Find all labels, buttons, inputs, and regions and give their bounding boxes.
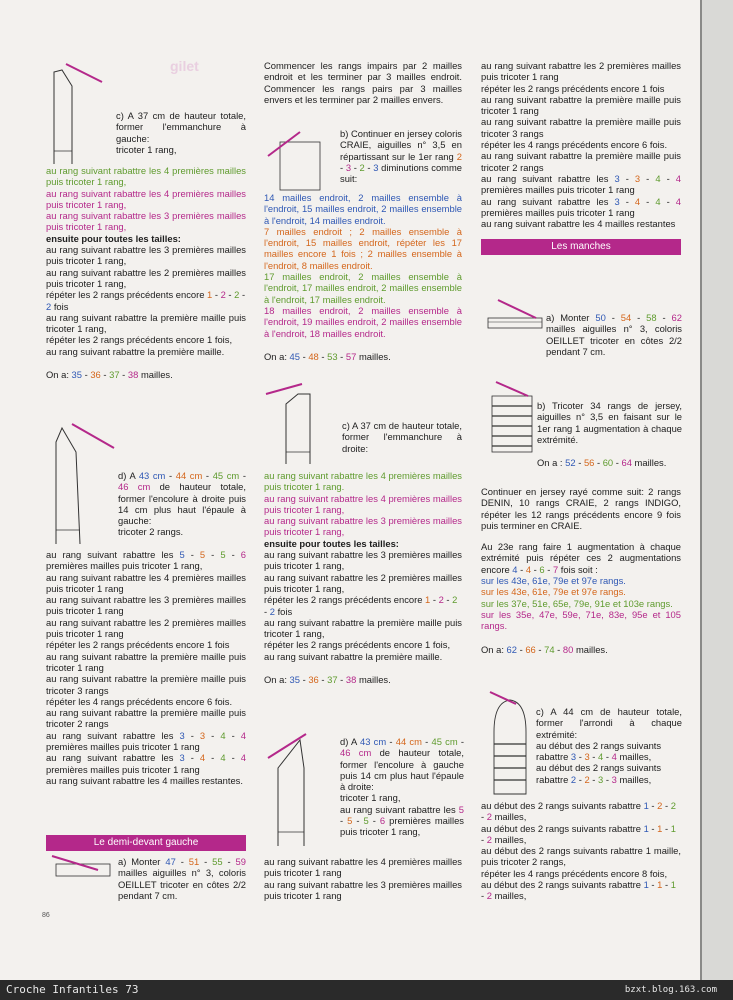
ribbing-row-instructions: Commencer les rangs impairs par 2 mailles endroit et les terminer par 3 mailles endroit. Commencer les rangs pairs par 3 mailles envers et les terminer par 2 mailles envers. bbox=[264, 60, 462, 105]
stripe-instructions: Continuer en jersey rayé comme suit: 2 rangs DENIN, 10 rangs CRAIE, 2 rangs INDIGO, répéter les 12 rangs précédents encore 9 fois puis terminer en CRAIE. bbox=[481, 486, 681, 531]
instruction-line: au début des 2 rangs suivants rabattre 2 - 2 - 3 - 3 mailles, bbox=[536, 762, 662, 785]
ensuite-heading: ensuite pour toutes les tailles: bbox=[46, 232, 181, 244]
instruction-line: au rang suivant rabattre les 5 - 5 - 5 - 6 premières mailles puis tricoter 1 rang, bbox=[340, 803, 465, 838]
instruction-line: au rang suivant rabattre les 2 premières mailles puis tricoter 1 rang bbox=[46, 616, 246, 640]
instruction-line: au rang suivant rabattre la première maille puis tricoter 2 rangs bbox=[46, 707, 246, 730]
a-intro-sleeve: a) Monter 50 - 54 - 58 - 62 mailles aiguilles n° 3, coloris OEILLET tricoter en côtes 2/2 pendant 7 cm. bbox=[546, 312, 682, 357]
size-line-orange: sur les 43e, 61e, 79e et 97e rangs. bbox=[481, 586, 626, 598]
c-intro-left: c) A 37 cm de hauteur totale, former l'emmanchure à gauche: bbox=[116, 110, 246, 144]
instruction-line: répéter les 4 rangs précédents encore 6 fois. bbox=[481, 139, 668, 151]
size-line-magenta: au rang suivant rabattre les 4 premières mailles puis tricoter 1 rang, bbox=[264, 492, 462, 515]
footer-title: Croche Infantiles 73 bbox=[6, 983, 139, 996]
instruction-line: au rang suivant rabattre la première maille puis tricoter 3 rangs bbox=[46, 673, 246, 696]
left-front-neckline-diagram bbox=[50, 420, 120, 546]
instruction-line: au rang suivant rabattre les 4 mailles restantes. bbox=[46, 774, 243, 786]
instruction-line: au rang suivant rabattre les 5 - 5 - 5 - 6 premières mailles puis tricoter 1 rang, bbox=[46, 549, 246, 572]
size-line-green: 17 mailles endroit, 2 mailles ensemble à l'endroit, 17 mailles endroit, 2 mailles ensemble à l'endroit, 17 mailles endroit. bbox=[264, 271, 462, 305]
size-line-blue: 14 mailles endroit, 2 mailles ensemble à l'endroit, 15 mailles endroit, 2 mailles ensemble à l'endroit, 14 mailles endroit. bbox=[264, 192, 462, 226]
instruction-line: au rang suivant rabattre les 2 premières mailles puis tricoter 1 rang bbox=[481, 60, 681, 83]
size-line-magenta: au rang suivant rabattre les 4 premières mailles puis tricoter 1 rang, bbox=[46, 187, 246, 210]
sleeve-stripes-diagram bbox=[484, 378, 540, 454]
instruction-line: répéter les 2 rangs précédents encore 1 fois bbox=[481, 82, 665, 94]
instruction-line: répéter les 2 rangs précédents encore 1 fois, bbox=[264, 639, 451, 651]
instruction-line: au rang suivant rabattre les 3 premières mailles puis tricoter 1 rang bbox=[264, 878, 462, 901]
instruction-line: au début des 2 rangs suivants rabattre 1 - 1 - 1 - 2 mailles, bbox=[481, 879, 676, 902]
section-banner-sleeves: Les manches bbox=[481, 239, 681, 255]
size-line-magenta: sur les 35e, 47e, 59e, 71e, 83e, 95e et 105 rangs. bbox=[481, 608, 681, 632]
repeat-line: répéter les 2 rangs précédents encore 1 - 2 - 2 - 2 fois bbox=[264, 594, 458, 617]
instruction-line: au début des 2 rangs suivants rabattre 1 - 1 - 1 - 2 mailles, bbox=[481, 822, 676, 845]
c-intro-sleeve: c) A 44 cm de hauteur totale, former l'arrondi à chaque extrémité: bbox=[536, 706, 682, 740]
repeat-line: répéter les 2 rangs précédents encore 1 - 2 - 2 - 2 fois bbox=[46, 289, 246, 312]
d-intro-left: d) A 43 cm - 44 cm - 45 cm - 46 cm de hauteur totale, former l'encolure à droite puis 14 cm plus haut l'épaule à gauche: bbox=[118, 470, 246, 527]
a-intro-left: a) Monter 47 - 51 - 55 - 59 mailles aiguilles n° 3, coloris OEILLET tricoter en côtes 2/2 pendant 7 cm. bbox=[118, 856, 246, 901]
instruction-line: au rang suivant rabattre la première maille. bbox=[46, 345, 225, 357]
size-line-green: au rang suivant rabattre les 4 premières mailles puis tricoter 1 rang. bbox=[264, 470, 462, 493]
size-line-orange: 7 mailles endroit ; 2 mailles ensemble à l'endroit, 15 mailles endroit, répéter les 17 mailles encore 1 fois ; 2 mailles ensemble à l'endroit, 8 mailles endroit. bbox=[264, 225, 462, 271]
instruction-line: au rang suivant rabattre la première maille puis tricoter 1 rang bbox=[46, 650, 246, 673]
instruction-line: répéter les 2 rangs précédents encore 1 fois bbox=[46, 639, 230, 651]
instruction-line: au rang suivant rabattre les 4 premières mailles puis tricoter 1 rang bbox=[264, 856, 462, 879]
instruction-line: au rang suivant rabattre les 4 premières mailles puis tricoter 1 rang bbox=[46, 571, 246, 594]
size-line-blue: sur les 43e, 61e, 79e et 97e rangs. bbox=[481, 575, 626, 587]
left-front-body-diagram bbox=[264, 128, 339, 198]
section-banner-left-front: Le demi-devant gauche bbox=[46, 835, 246, 851]
stitch-count: On a: 45 - 48 - 53 - 57 mailles. bbox=[264, 350, 391, 362]
page-number: 86 bbox=[42, 912, 50, 919]
size-line-magenta-2: au rang suivant rabattre les 3 premières mailles puis tricoter 1 rang, bbox=[46, 210, 246, 233]
b-intro-left-front: b) Continuer en jersey coloris CRAIE, aiguilles n° 3,5 en répartissant sur le 1er rang 2 - 3 - 2 - 3 diminutions comme suit: bbox=[340, 128, 462, 185]
instruction-line: au rang suivant rabattre les 2 premières mailles puis tricoter 1 rang, bbox=[46, 266, 246, 289]
instruction-line: répéter les 4 rangs précédents encore 6 fois. bbox=[46, 695, 233, 707]
right-front-neckline-diagram bbox=[264, 728, 340, 848]
instruction-line: au rang suivant rabattre les 3 - 3 - 4 - 4 premières mailles puis tricoter 1 rang bbox=[46, 729, 246, 753]
instruction-line: au rang suivant rabattre les 3 premières mailles puis tricoter 1 rang bbox=[46, 594, 246, 617]
increase-instructions: Au 23e rang faire 1 augmentation à chaque extrémité puis répéter ces 2 augmentations encore 4 - 4 - 6 - 7 fois soit : bbox=[481, 541, 681, 575]
sleeve-cap-diagram bbox=[484, 686, 540, 796]
right-front-armhole-diagram bbox=[262, 380, 342, 466]
instruction-line: au rang suivant rabattre les 3 premières mailles puis tricoter 1 rang, bbox=[46, 244, 246, 267]
instruction-line: au rang suivant rabattre les 3 - 3 - 4 - 4 premières mailles puis tricoter 1 rang bbox=[481, 172, 681, 196]
stitch-count: On a: 35 - 36 - 37 - 38 mailles. bbox=[46, 369, 173, 381]
instruction-line: au rang suivant rabattre la première maille puis tricoter 2 rangs bbox=[481, 150, 681, 173]
instruction-line: au rang suivant rabattre les 4 mailles restantes bbox=[481, 218, 676, 230]
footer-source: bzxt.blog.163.com bbox=[624, 985, 717, 995]
instruction-line: au rang suivant rabattre les 2 premières mailles puis tricoter 1 rang, bbox=[264, 571, 462, 594]
next-page-edge bbox=[700, 0, 733, 1000]
size-line-green: sur les 37e, 51e, 65e, 79e, 91e et 103e rangs. bbox=[481, 597, 673, 609]
left-front-armhole-diagram bbox=[48, 56, 118, 166]
instruction-line: au rang suivant rabattre la première maille puis tricoter 1 rang bbox=[481, 93, 681, 117]
b-intro-sleeve: b) Tricoter 34 rangs de jersey, aiguilles n° 3,5 en faisant sur le 1er rang 1 augmentation à chaque extrémité. bbox=[537, 400, 682, 445]
instruction-line: au rang suivant rabattre la première maille puis tricoter 1 rang, bbox=[264, 616, 462, 640]
instruction-line: au début des 2 rangs suivants rabattre 1 maille, puis tricoter 2 rangs, bbox=[481, 845, 681, 868]
instruction-line: au rang suivant rabattre les 3 - 4 - 4 - 4 premières mailles puis tricoter 1 rang bbox=[481, 195, 681, 218]
sleeve-ribbing-diagram bbox=[482, 296, 548, 336]
d-intro-left-2: tricoter 2 rangs. bbox=[118, 526, 184, 538]
size-line-magenta-2: au rang suivant rabattre les 3 premières mailles puis tricoter 1 rang, bbox=[264, 515, 462, 538]
scan-footer bbox=[0, 980, 733, 1000]
c-intro-right: c) A 37 cm de hauteur totale, former l'emmanchure à droite: bbox=[342, 420, 462, 454]
instruction-line: au rang suivant rabattre les 3 - 4 - 4 - 4 premières mailles puis tricoter 1 rang bbox=[46, 752, 246, 775]
stitch-count: On a: 62 - 66 - 74 - 80 mailles. bbox=[481, 643, 608, 655]
instruction-line: au rang suivant rabattre la première maille puis tricoter 1 rang, bbox=[46, 311, 246, 335]
instruction-line: au rang suivant rabattre les 3 premières mailles puis tricoter 1 rang, bbox=[264, 549, 462, 572]
d-intro-right: d) A 43 cm - 44 cm - 45 cm - 46 cm de hauteur totale, former l'encolure à gauche puis 14 cm plus haut l'épaule à droite: bbox=[340, 736, 464, 793]
size-line-magenta: 18 mailles endroit, 2 mailles ensemble à l'endroit, 19 mailles endroit, 2 mailles ensemble à l'endroit, 18 mailles endroit. bbox=[264, 304, 462, 339]
stitch-count: On a : 52 - 56 - 60 - 64 mailles. bbox=[537, 457, 667, 469]
size-line-green: au rang suivant rabattre les 4 premières mailles puis tricoter 1 rang, bbox=[46, 165, 246, 188]
faded-title-fragment: gilet bbox=[170, 58, 199, 74]
ribbing-diagram bbox=[48, 850, 120, 880]
instruction-line: au début des 2 rangs suivants rabattre 1 - 2 - 2 - 2 mailles, bbox=[481, 800, 676, 823]
stitch-count: On a: 35 - 36 - 37 - 38 mailles. bbox=[264, 674, 391, 686]
ensuite-heading: ensuite pour toutes les tailles: bbox=[264, 537, 399, 549]
instruction-line: au rang suivant rabattre la première maille puis tricoter 3 rangs bbox=[481, 116, 681, 139]
instruction-line: au début des 2 rangs suivants rabattre 3 - 3 - 4 - 4 mailles, bbox=[536, 739, 662, 763]
instruction-line: au rang suivant rabattre la première maille. bbox=[264, 650, 443, 662]
d-intro-right-2: tricoter 1 rang, bbox=[340, 792, 401, 804]
instruction-line: répéter les 2 rangs précédents encore 1 fois, bbox=[46, 334, 233, 346]
c-intro-left-2: tricoter 1 rang, bbox=[116, 143, 177, 155]
instruction-line: répéter les 4 rangs précédents encore 8 fois, bbox=[481, 867, 668, 879]
